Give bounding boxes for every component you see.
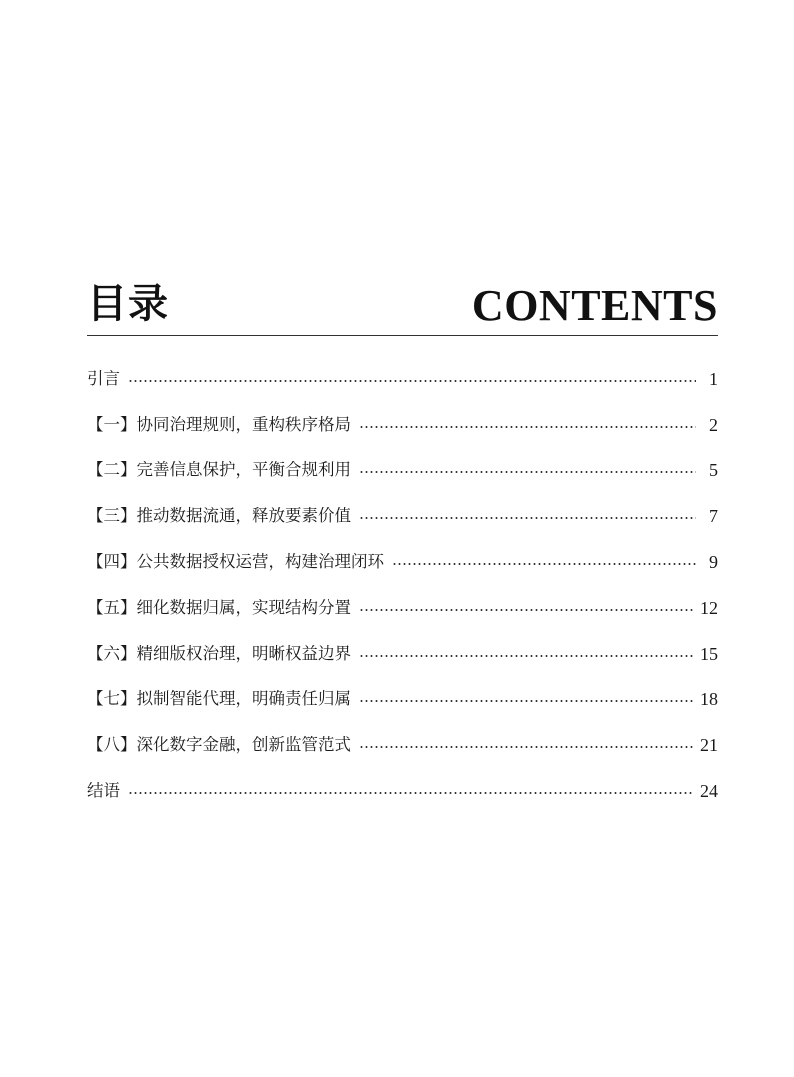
toc-entry-4[interactable] [87, 539, 718, 585]
toc-page-number: 1 [709, 368, 718, 389]
toc-entry-2[interactable] [87, 448, 718, 494]
toc-page-number: 12 [700, 597, 718, 618]
toc-entry-6[interactable] [87, 631, 718, 677]
toc-entry-8[interactable] [87, 722, 718, 768]
toc-page-number: 5 [709, 460, 718, 481]
toc-page-number: 15 [700, 643, 718, 664]
dot-leader [359, 654, 694, 658]
toc-page-number: 2 [709, 414, 718, 435]
page-title-cn: 目录 [87, 281, 169, 327]
toc-entry-7[interactable] [87, 677, 718, 723]
toc-page-number: 21 [700, 735, 718, 756]
toc-entry-3[interactable] [87, 493, 718, 539]
dot-leader [128, 379, 696, 383]
page-title-en: CONTENTS [471, 281, 718, 330]
dot-leader [359, 608, 694, 612]
dot-leader [359, 699, 694, 703]
toc-page-number: 24 [700, 781, 718, 802]
toc-entry-1[interactable] [87, 402, 718, 448]
toc-entry-label: 【八】深化数字金融，创新监管范式 [87, 735, 351, 755]
toc-page-number: 18 [700, 689, 718, 710]
toc-entry-label: 引言 [87, 368, 120, 388]
toc-entry-5[interactable] [87, 585, 718, 631]
toc-entry-label: 【五】细化数据归属，实现结构分置 [87, 597, 351, 617]
dot-leader [359, 425, 696, 429]
toc-entry-label: 【六】精细版权治理，明晰权益边界 [87, 643, 351, 663]
toc-entry-label: 【一】协同治理规则，重构秩序格局 [87, 414, 351, 434]
dot-leader [359, 516, 696, 520]
toc-page-number: 7 [709, 506, 718, 527]
toc-entry-conclusion[interactable] [87, 768, 718, 814]
toc-entry-label: 【二】完善信息保护，平衡合规利用 [87, 460, 351, 480]
toc-entry-label: 【四】公共数据授权运营，构建治理闭环 [87, 552, 384, 572]
toc-entry-label: 【七】拟制智能代理，明确责任归属 [87, 689, 351, 709]
toc-entry-label: 【三】推动数据流通，释放要素价值 [87, 506, 351, 526]
dot-leader [392, 562, 696, 566]
dot-leader [359, 745, 694, 749]
dot-leader [359, 470, 696, 474]
table-of-contents [87, 356, 718, 814]
toc-header [87, 270, 718, 336]
toc-page-number: 9 [709, 552, 718, 573]
dot-leader [128, 791, 694, 795]
toc-entry-label: 结语 [87, 781, 120, 801]
toc-entry-intro[interactable] [87, 356, 718, 402]
